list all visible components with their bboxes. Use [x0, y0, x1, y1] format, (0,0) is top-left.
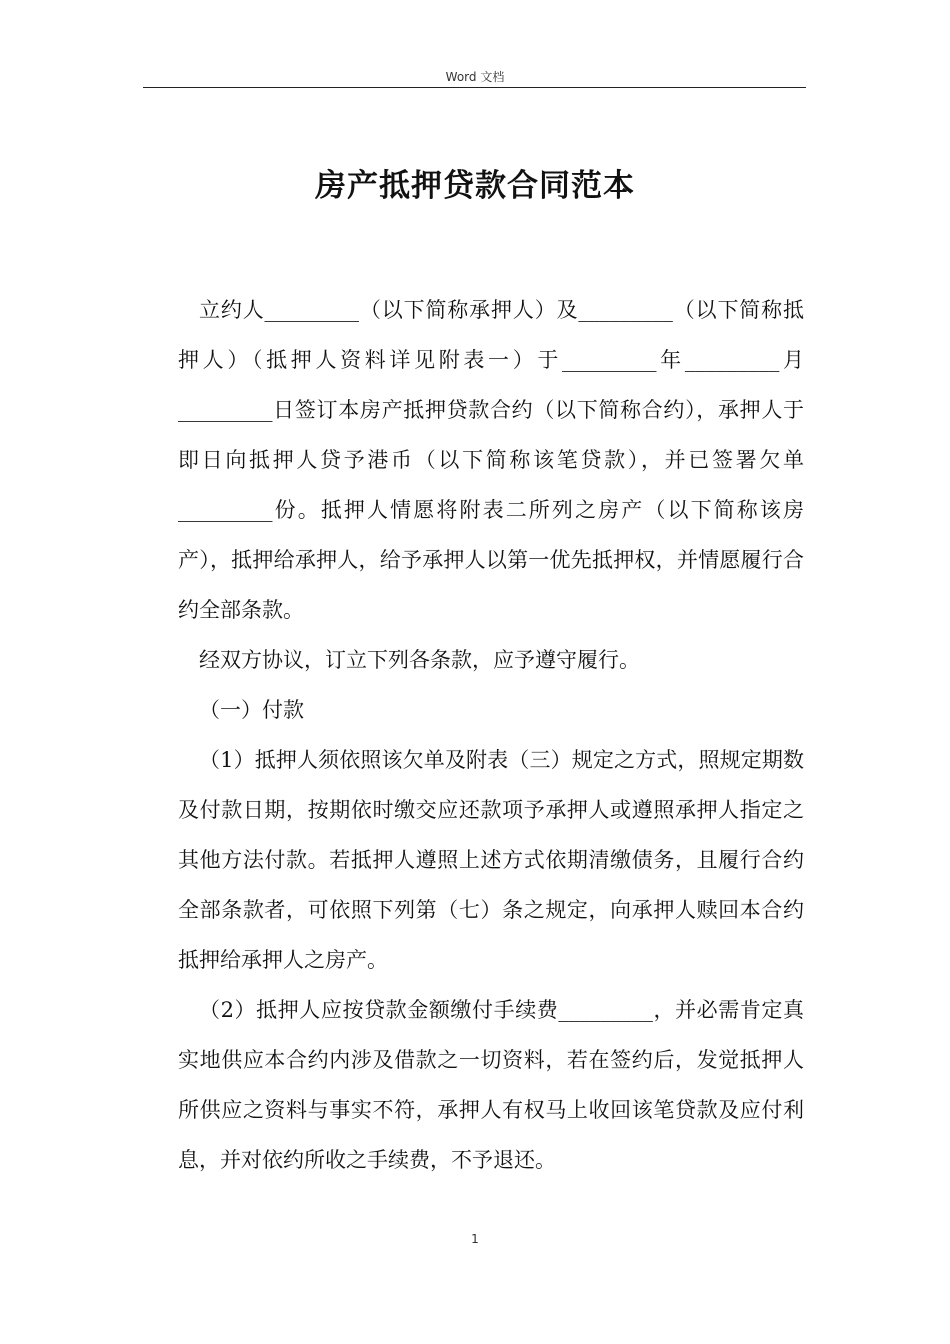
document-body	[178, 285, 804, 1185]
page-number: 1	[471, 1232, 479, 1246]
paragraph-clause-2: （2）抵押人应按贷款金额缴付手续费_________，并必需肯定真实地供应本合约内涉及借款之一切资料，若在签约后，发觉抵押人所供应之资料与事实不符，承押人有权马上收回该笔贷款及应付利息，并对依约所收之手续费，不予退还。	[178, 998, 804, 1172]
paragraph-preamble: 立约人_________（以下简称承押人）及_________（以下简称抵押人）（抵押人资料详见附表一）于_________年_________月_________日签订本房产抵押贷款合约（以下简称合约），承押人于即日向抵押人贷予港币（以下简称该笔贷款），并已签署欠单_________份。抵押人情愿将附表二所列之房产（以下简称该房产），抵押给承押人，给予承押人以第一优先抵押权，并情愿履行合约全部条款。	[178, 298, 804, 622]
header-divider	[143, 87, 806, 88]
section-heading-payment: （一）付款	[199, 698, 304, 722]
paragraph-agreement: 经双方协议，订立下列各条款，应予遵守履行。	[199, 648, 640, 672]
document-title: 房产抵押贷款合同范本	[315, 168, 635, 204]
page-header-label: Word 文档	[445, 70, 505, 84]
paragraph-clause-1: （1）抵押人须依照该欠单及附表（三）规定之方式，照规定期数及付款日期，按期依时缴交应还款项予承押人或遵照承押人指定之其他方法付款。若抵押人遵照上述方式依期清缴债务，且履行合约全部条款者，可依照下列第（七）条之规定，向承押人赎回本合约抵押给承押人之房产。	[178, 748, 804, 972]
